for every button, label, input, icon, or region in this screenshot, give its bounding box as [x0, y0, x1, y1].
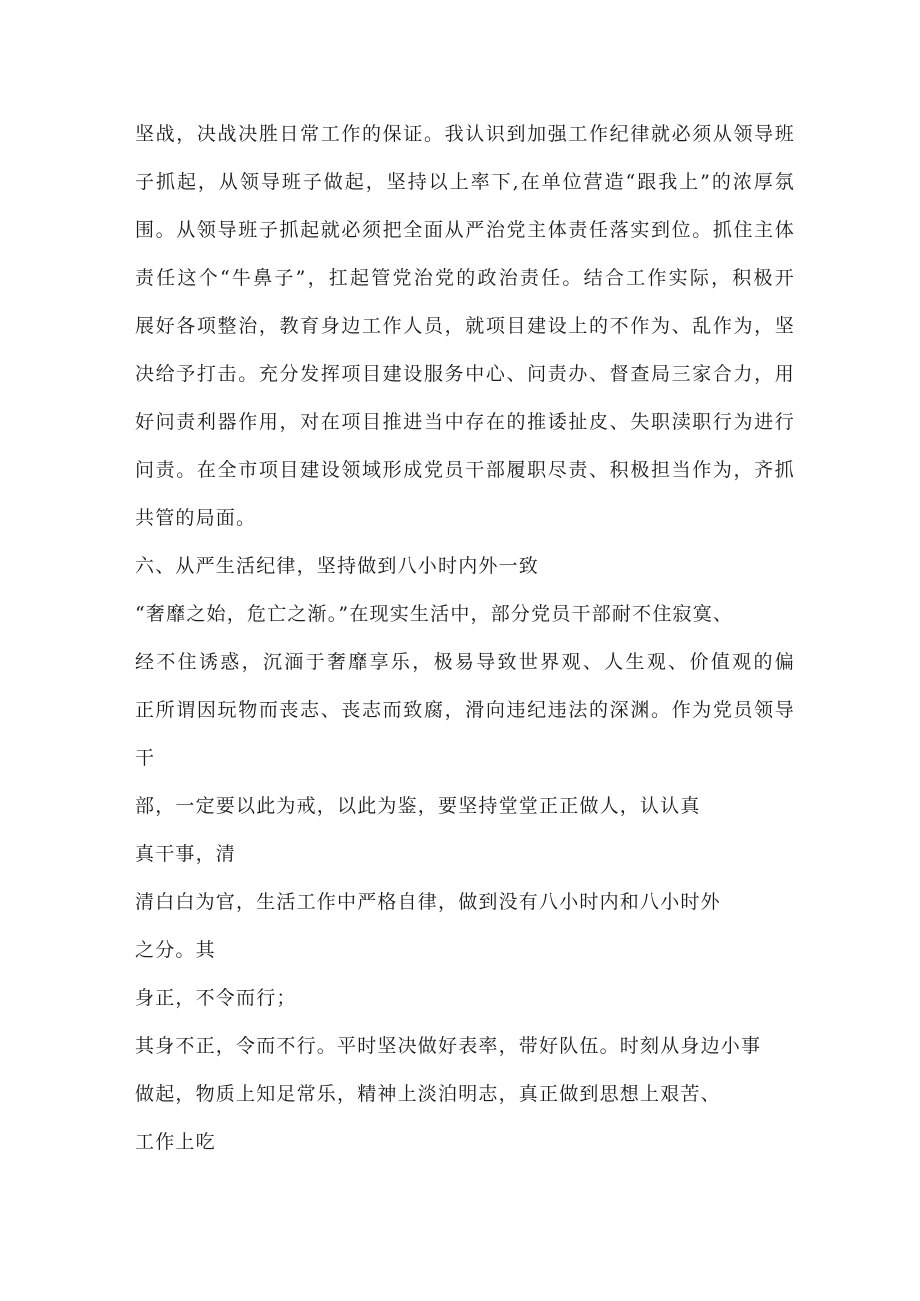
document-body [135, 110, 795, 1166]
paragraph-line: 经不住诱惑，沉湎于奢靡享乐，极易导致世界观、人生观、价值观的偏 [135, 651, 795, 673]
paragraph-line: 真干事，清 [135, 843, 237, 865]
paragraph-line: 干 [135, 747, 156, 769]
paragraph-line: 展好各项整治，教育身边工作人员，就项目建设上的不作为、乱作为，坚 [135, 315, 795, 337]
paragraph-line: 工作上吃 [135, 1131, 216, 1153]
paragraph-line: 子抓起，从领导班子做起，坚持以上率下,在单位营造“跟我上”的浓厚氛 [135, 171, 795, 193]
paragraph-line: 身正，不令而行； [135, 987, 297, 1009]
paragraph-line: 责任这个“牛鼻子”，扛起管党治党的政治责任。结合工作实际，积极开 [135, 267, 795, 289]
paragraph-line: 坚战，决战决胜日常工作的保证。我认识到加强工作纪律就必须从领导班 [135, 123, 795, 145]
paragraph-line: 围。从领导班子抓起就必须把全面从严治党主体责任落实到位。抓住主体 [135, 219, 795, 241]
paragraph-line: 好问责利器作用，对在项目推进当中存在的推诿扯皮、失职渎职行为进行 [135, 411, 795, 433]
paragraph-line: 做起，物质上知足常乐，精神上淡泊明志，真正做到思想上艰苦、 [135, 1083, 721, 1105]
paragraph-line: 正所谓因玩物而丧志、丧志而致腐，滑向违纪违法的深渊。作为党员领导 [135, 699, 795, 721]
paragraph-line: 其身不正，令而不行。平时坚决做好表率，带好队伍。时刻从身边小事 [135, 1035, 762, 1057]
paragraph-line: 部，一定要以此为戒，以此为鉴，要坚持堂堂正正做人，认认真 [135, 795, 701, 817]
paragraph-line: 清白白为官，生活工作中严格自律，做到没有八小时内和八小时外 [135, 891, 721, 913]
paragraph-line: 之分。其 [135, 939, 216, 961]
section-heading: 六、从严生活纪律，坚持做到八小时内外一致 [135, 555, 540, 577]
paragraph-line: “奢靡之始，危亡之渐。”在现实生活中，部分党员干部耐不住寂寞、 [135, 603, 734, 625]
paragraph-line: 共管的局面。 [135, 507, 257, 529]
paragraph-line: 问责。在全市项目建设领域形成党员干部履职尽责、积极担当作为，齐抓 [135, 459, 795, 481]
paragraph-line: 决给予打击。充分发挥项目建设服务中心、问责办、督查局三家合力，用 [135, 363, 795, 385]
